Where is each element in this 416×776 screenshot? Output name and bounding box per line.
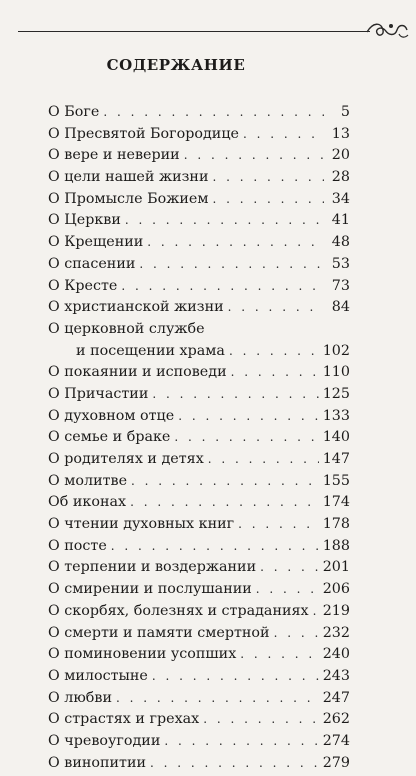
toc-entry	[48, 104, 350, 126]
toc-entry-title: О терпении и воздержании	[48, 559, 257, 576]
dot-leader	[208, 452, 319, 466]
toc-entry-page-number: 262	[322, 711, 350, 728]
dot-leader	[150, 756, 319, 770]
toc-entry-page-number: 188	[322, 537, 350, 554]
toc-entry	[48, 299, 350, 321]
toc-entry-title: О цели нашей жизни	[48, 169, 209, 186]
toc-entry-title: О духовном отце	[48, 407, 175, 424]
toc-entry-page-number: 247	[322, 689, 350, 706]
toc-entry-page-number: 34	[331, 190, 350, 207]
toc-entry-title: О спасении	[48, 255, 136, 272]
dot-leader	[212, 192, 324, 206]
dot-leader	[147, 235, 324, 249]
toc-entry-title: О Церкви	[48, 212, 121, 229]
dot-leader	[213, 170, 325, 184]
toc-entry-page-number: 48	[331, 234, 350, 251]
page-title: СОДЕРЖАНИЕ	[106, 56, 246, 74]
toc-entry-title: О покаянии и исповеди	[48, 364, 227, 381]
dot-leader	[228, 300, 324, 314]
toc-entry	[48, 212, 350, 234]
toc-entry	[48, 473, 350, 495]
dot-leader	[260, 560, 319, 574]
toc-entry-title: О христианской жизни	[48, 299, 224, 316]
toc-entry-title: О молитве	[48, 472, 128, 489]
toc-entry-page-number: 147	[322, 451, 350, 467]
toc-entry	[48, 494, 350, 516]
toc-entry	[48, 690, 350, 712]
toc-entry-page-number: 133	[322, 407, 350, 424]
toc-entry	[48, 234, 350, 256]
toc-entry-page-number: 102	[322, 342, 350, 359]
dot-leader	[203, 712, 318, 726]
dot-leader	[125, 213, 324, 227]
toc-entry-page-number: 243	[322, 667, 350, 684]
toc-entry-page-number: 279	[322, 754, 350, 771]
dot-leader	[121, 279, 324, 293]
toc-entry-page-number: 274	[322, 732, 350, 749]
vine-ornament-icon	[365, 18, 411, 44]
toc-entry-title: О смирении и послушании	[48, 581, 252, 598]
dot-leader	[313, 604, 319, 618]
dot-leader	[152, 387, 318, 401]
toc-entry-page-number: 20	[331, 147, 350, 164]
toc-entry	[48, 559, 350, 581]
toc-entry	[48, 646, 350, 668]
toc-entry	[48, 364, 350, 386]
toc-entry-title: О церковной службе	[48, 320, 205, 337]
toc-entry	[48, 755, 350, 776]
dot-leader	[231, 365, 319, 379]
toc-entry-title: и посещении храма	[76, 342, 225, 359]
toc-entry-title: О Крещении	[48, 234, 144, 251]
toc-entry	[48, 668, 350, 690]
toc-entry-title: О смерти и памяти смертной	[48, 624, 270, 641]
toc-entry-page-number: 53	[331, 255, 350, 272]
dot-leader	[178, 409, 319, 423]
toc-entry-title: О Боге	[48, 104, 100, 120]
dot-leader	[116, 691, 319, 705]
toc-entry	[48, 733, 350, 755]
toc-entry-title: О чревоугодии	[48, 732, 161, 749]
toc-entry-page-number: 84	[331, 299, 350, 316]
toc-entry-title: О семье и браке	[48, 429, 171, 446]
toc-entry-page-number: 206	[322, 581, 350, 598]
dot-leader	[274, 626, 319, 640]
toc-entry-title: О Пресвятой Богородице	[48, 125, 239, 142]
toc-entry-title: О вере и неверии	[48, 147, 180, 164]
dot-leader	[240, 647, 318, 661]
dot-leader	[152, 669, 319, 683]
toc-entry	[48, 169, 350, 191]
table-of-contents	[48, 104, 350, 776]
dot-leader	[139, 257, 324, 271]
toc-entry	[48, 451, 350, 473]
toc-entry	[48, 711, 350, 733]
dot-leader	[164, 734, 318, 748]
toc-entry-page-number: 13	[331, 125, 350, 142]
toc-entry-title: О поминовении усопших	[48, 646, 237, 663]
toc-entry-title: О чтении духовных книг	[48, 516, 235, 533]
toc-entry	[48, 429, 350, 451]
toc-entry-page-number: 73	[331, 277, 350, 294]
toc-entry-title: О скорбях, болезнях и страданиях	[48, 602, 309, 619]
toc-entry	[48, 343, 350, 365]
dot-leader	[243, 127, 324, 141]
dot-leader	[111, 539, 319, 553]
toc-entry-page-number: 140	[322, 429, 350, 446]
toc-entry-title: О милостыне	[48, 667, 148, 684]
toc-entry-page-number: 155	[322, 472, 350, 489]
toc-entry	[48, 386, 350, 408]
dot-leader	[131, 474, 319, 488]
toc-entry	[48, 126, 350, 148]
dot-leader	[130, 495, 319, 509]
header-rule	[18, 31, 370, 32]
toc-entry	[48, 538, 350, 560]
toc-entry-title: О винопитии	[48, 754, 147, 771]
toc-entry-page-number: 125	[322, 385, 350, 402]
dot-leader	[184, 148, 324, 162]
toc-entry	[48, 278, 350, 300]
toc-entry-title: О посте	[48, 537, 107, 554]
toc-entry-page-number: 28	[331, 169, 350, 186]
toc-entry	[48, 603, 350, 625]
toc-entry-title: Об иконах	[48, 494, 127, 511]
toc-entry	[48, 191, 350, 213]
toc-entry-title: О Причастии	[48, 385, 149, 402]
dot-leader	[229, 344, 319, 358]
toc-entry-title: О страстях и грехах	[48, 711, 200, 728]
toc-entry-page-number: 174	[322, 494, 350, 511]
toc-entry-page-number: 201	[322, 559, 350, 576]
toc-entry	[48, 516, 350, 538]
toc-entry-page-number: 219	[322, 602, 350, 619]
toc-entry	[48, 147, 350, 169]
toc-entry-page-number: 178	[322, 516, 350, 533]
toc-entry-title: О любви	[48, 689, 112, 706]
toc-entry-page-number: 5	[340, 104, 350, 120]
toc-entry	[48, 581, 350, 603]
toc-entry-title: О родителях и детях	[48, 451, 204, 467]
dot-leader	[174, 430, 318, 444]
toc-entry-page-number: 110	[322, 364, 350, 381]
toc-entry	[48, 321, 350, 343]
toc-entry-page-number: 240	[322, 646, 350, 663]
toc-entry-page-number: 41	[331, 212, 350, 229]
toc-entry-page-number: 232	[322, 624, 350, 641]
toc-entry	[48, 256, 350, 278]
toc-entry	[48, 408, 350, 430]
dot-leader	[238, 517, 319, 531]
toc-entry-title: О Промысле Божием	[48, 190, 209, 207]
dot-leader	[256, 582, 319, 596]
toc-entry	[48, 625, 350, 647]
dot-leader	[103, 105, 324, 119]
toc-entry-title: О Кресте	[48, 277, 118, 294]
